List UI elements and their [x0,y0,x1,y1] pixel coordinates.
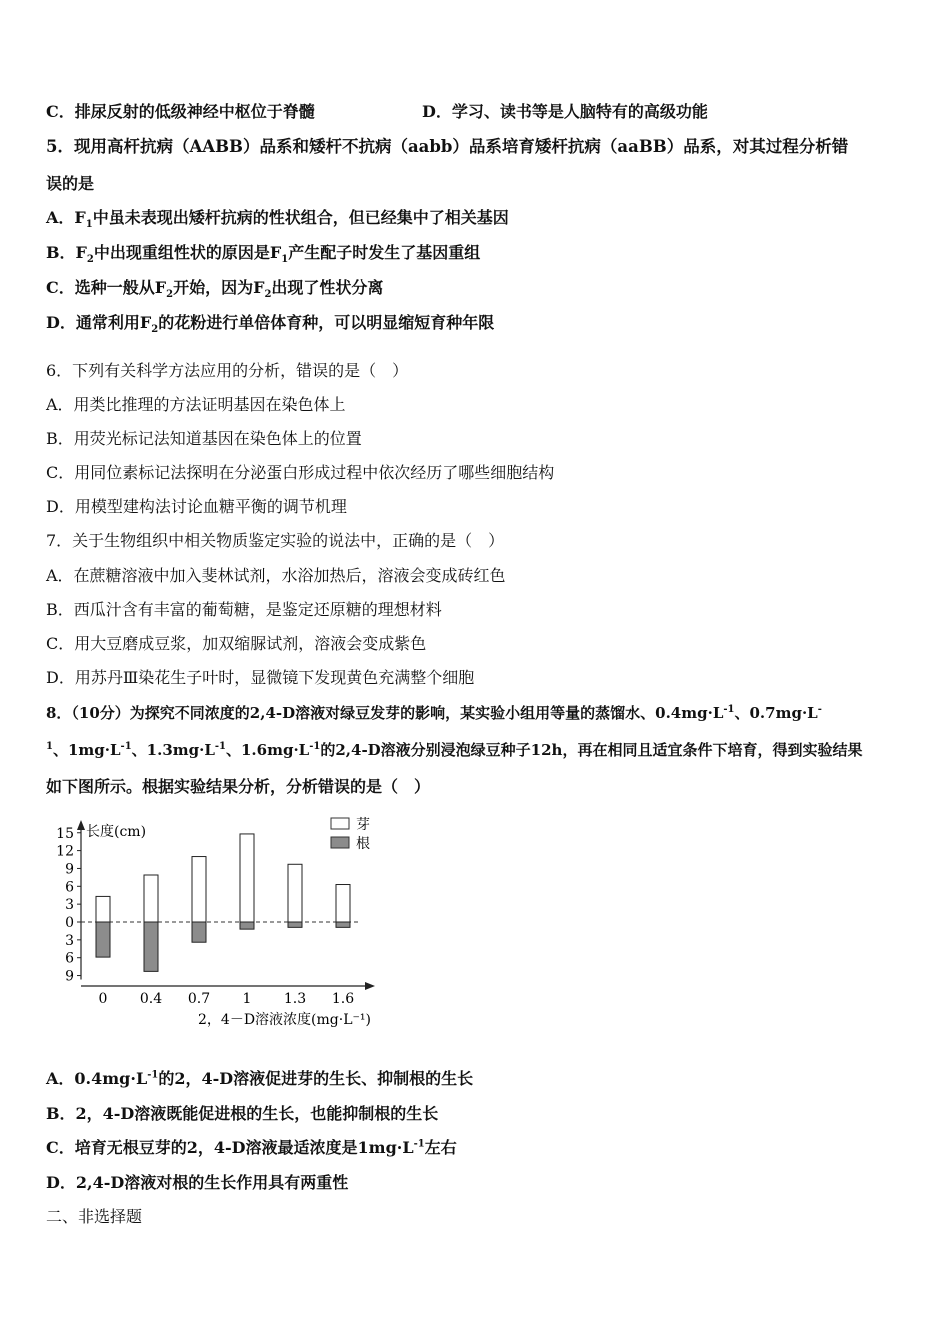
q6-option-c: C．用同位素标记法探明在分泌蛋白形成过程中依次经历了哪些细胞结构 [46,463,555,482]
x-axis [81,982,375,1007]
y-axis-label: 长度(cm) [86,824,147,840]
y-axis [56,820,85,985]
q8-option-b: B．2，4-D溶液既能促进根的生长，也能抑制根的生长 [46,1104,439,1123]
q6-option-a: A．用类比推理的方法证明基因在染色体上 [46,395,346,414]
q4-option-row [46,102,708,122]
q6-option-b: B．用荧光标记法知道基因在染色体上的位置 [46,429,362,448]
q8-stem-line3: 如下图所示。根据实验结果分析，分析错误的是（ ） [46,777,431,796]
q8-stem-line2: $^1$、$1mg\cdot L^{-1}$、$1.3mg\cdot L^{-1}$、$1.6mg\cdot L^{-1}$的2,4-D溶液分别浸泡绿豆种子12h，再在相同且适宜条件下培育，得到实验结果 [46,741,863,759]
bar-root [288,922,302,927]
x-tick-label: 0.4 [139,991,163,1007]
bar-bud [288,864,302,922]
x-tick-label: 0.7 [187,991,211,1007]
q7-option-d: D．用苏丹Ⅲ染花生子叶时，显微镜下发现黄色充满整个细胞 [46,668,475,687]
q7-option-b: B．西瓜汁含有丰富的葡萄糖，是鉴定还原糖的理想材料 [46,600,442,619]
legend-swatch-root [331,837,349,848]
y-tick-label: 0 [65,915,74,931]
y-tick-label: 6 [65,950,74,967]
q5-option-a: A．$F_1$中虽未表现出矮杆抗病的性状组合，但已经集中了相关基因 [46,208,509,231]
bar-root [192,922,206,942]
q4-option-d: D．学习、读书等是人脑特有的高级功能 [422,102,708,121]
q7-option-a: A．在蔗糖溶液中加入斐林试剂，水浴加热后，溶液会变成砖红色 [46,566,506,585]
y-axis-arrow [77,820,85,830]
y-tick-label: 3 [65,897,74,914]
q8-option-c: C．培育无根豆芽的2，4-D溶液最适浓度是$1mg\cdot L^{-1}$左右 [46,1138,457,1157]
legend-label-bud: 芽 [356,817,370,833]
bar-root [336,922,350,927]
y-tick-label: 6 [65,879,74,896]
x-tick-label: 1.6 [331,991,355,1007]
bar-bud [144,875,158,922]
x-tick-label: 1 [242,991,252,1007]
y-tick-label: 3 [65,932,74,949]
bar-bud [240,834,254,922]
y-tick-label: 9 [65,968,74,985]
q7-option-c: C．用大豆磨成豆浆，加双缩脲试剂，溶液会变成紫色 [46,634,427,653]
legend-label-root: 根 [356,836,370,852]
x-tick-label: 0 [98,991,108,1007]
bar-bud [336,885,350,922]
bar-bud [192,857,206,922]
bars [81,834,361,971]
q8-option-a: A．$0.4mg\cdot L^{-1}$的2，4-D溶液促进芽的生长、抑制根的生长 [46,1069,474,1088]
bar-root [240,922,254,929]
y-tick-label: 9 [65,861,74,878]
q5-stem-line2: 误的是 [46,174,95,193]
q6-option-d: D．用模型建构法讨论血糖平衡的调节机理 [46,497,347,516]
x-tick-label: 1.3 [283,991,307,1007]
q5-option-b: B．$F_2$中出现重组性状的原因是$F_1$产生配子时发生了基因重组 [46,243,481,266]
q4-option-c: C．排尿反射的低级神经中枢位于脊髓 [46,102,315,121]
bar-bud [96,896,110,922]
bar-root [96,922,110,957]
q5-option-d: D．通常利用$F_2$的花粉进行单倍体育种，可以明显缩短育种年限 [46,313,495,336]
legend-swatch-bud [331,818,349,829]
q6-stem: 6．下列有关科学方法应用的分析，错误的是（ ） [46,361,409,380]
bar-root [144,922,158,971]
bar-chart [46,812,386,1034]
q5-stem-line1: 5．现用高杆抗病（AABB）品系和矮杆不抗病（aabb）品系培育矮杆抗病（aaBB）品系，对其过程分析错 [46,137,849,156]
q8-option-d: D．2,4-D溶液对根的生长作用具有两重性 [46,1173,349,1192]
q8-stem-line1: 8．（10分）为探究不同浓度的2,4-D溶液对绿豆发芽的影响，某实验小组用等量的蒸馏水、$0.4mg\cdot L^{-1}$、0.7mg·L- [46,704,822,722]
y-tick-label: 15 [56,825,74,842]
q5-option-c: C．选种一般从$F_2$开始，因为$F_2$出现了性状分离 [46,278,384,301]
y-tick-label: 12 [56,843,74,860]
x-axis-label: 2，4－D溶液浓度(mg·L⁻¹) [198,1012,371,1028]
q7-stem: 7．关于生物组织中相关物质鉴定实验的说法中，正确的是（ ） [46,531,505,550]
x-axis-arrow [365,982,375,990]
legend [331,817,370,852]
section-2-heading: 二、非选择题 [46,1207,143,1226]
